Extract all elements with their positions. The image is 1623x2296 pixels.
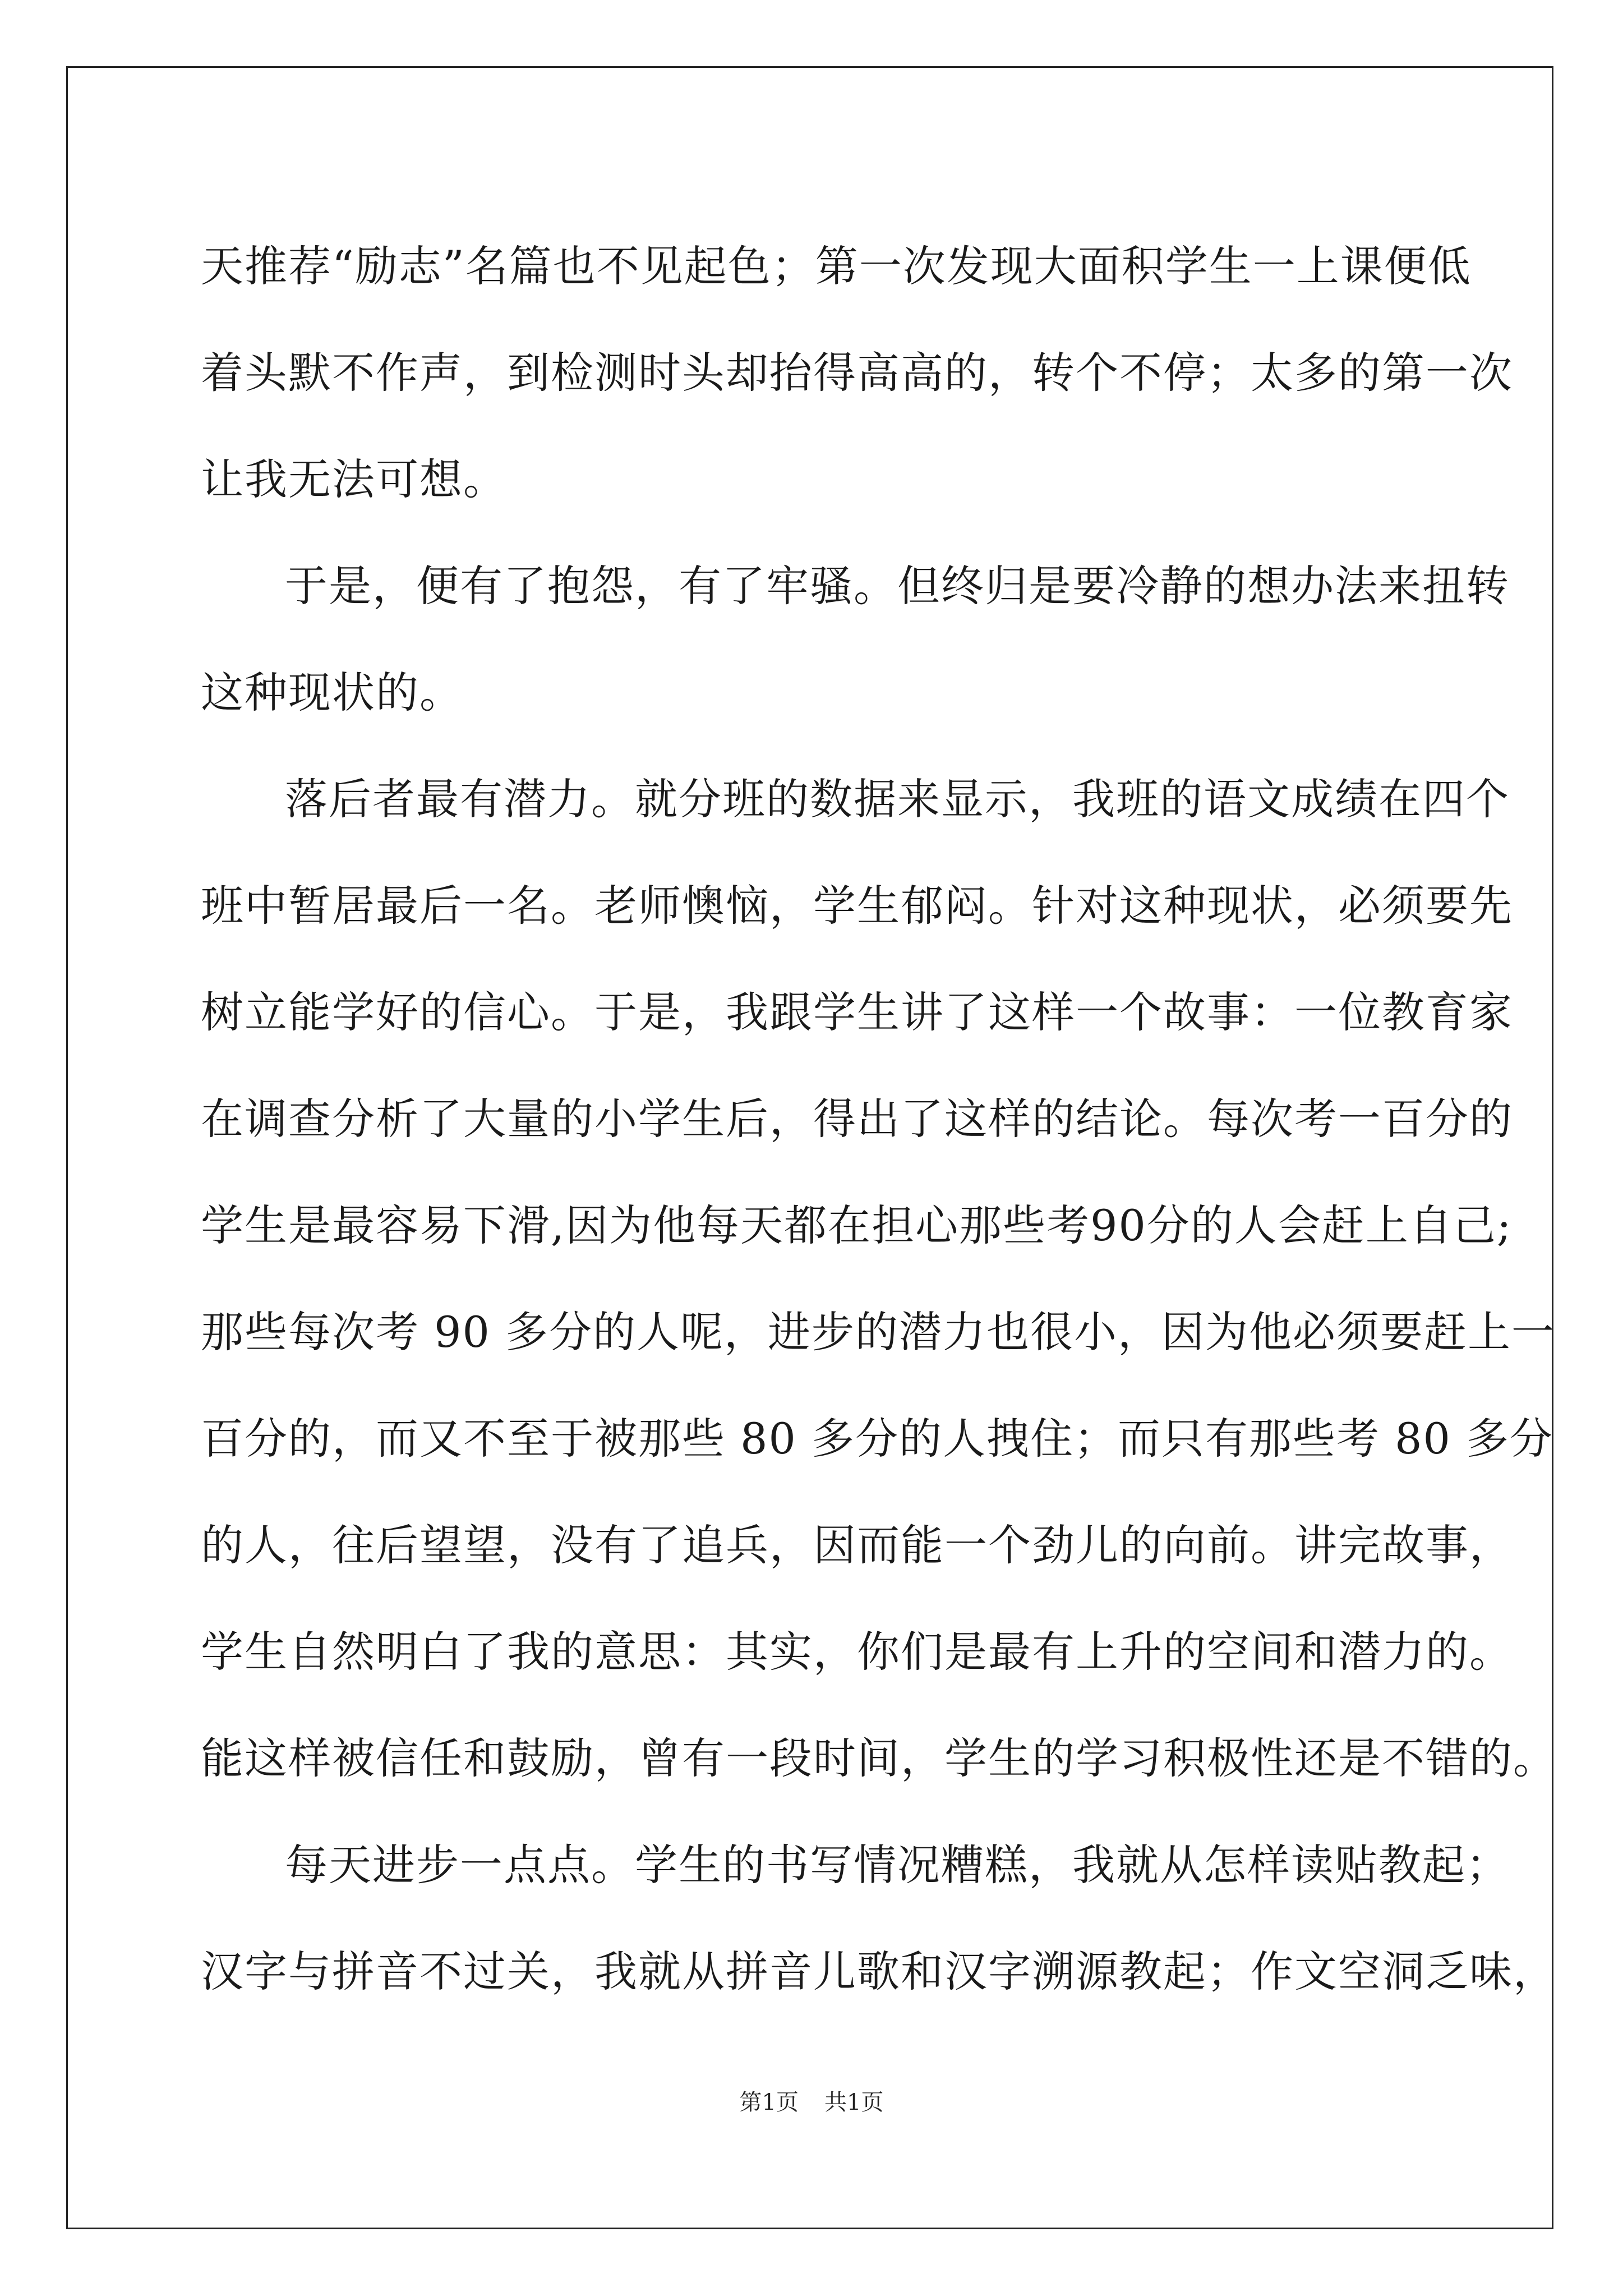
text-line: 能这样被信任和鼓励，曾有一段时间，学生的学习积极性还是不错的。 xyxy=(201,1733,1557,1783)
text-line: 让我无法可想。 xyxy=(201,454,507,504)
text-line: 在调查分析了大量的小学生后，得出了这样的结论。每次考一百分的 xyxy=(201,1094,1513,1144)
page-total: 共1页 xyxy=(824,2090,884,2115)
text-line: 着头默不作声，到检测时头却抬得高高的，转个不停；太多的第一次 xyxy=(201,348,1513,398)
text-line: 树立能学好的信心。于是，我跟学生讲了这样一个故事：一位教育家 xyxy=(201,987,1513,1037)
text-line: 那些每次考 90 多分的人呢，进步的潜力也很小，因为他必须要赶上一 xyxy=(201,1307,1556,1357)
text-line: 每天进步一点点。学生的书写情况糟糕，我就从怎样读贴教起； xyxy=(285,1840,1510,1890)
text-line: 天推荐“励志”名篇也不见起色；第一次发现大面积学生一上课便低 xyxy=(201,241,1472,291)
text-line: 落后者最有潜力。就分班的数据来显示，我班的语文成绩在四个 xyxy=(285,774,1510,824)
document-body xyxy=(201,213,1557,2025)
text-line: 这种现状的。 xyxy=(201,668,463,717)
text-line: 学生自然明白了我的意思：其实，你们是最有上升的空间和潜力的。 xyxy=(201,1627,1513,1677)
page-number: 第1页 xyxy=(739,2090,799,2115)
text-line: 百分的，而又不至于被那些 80 多分的人拽住；而只有那些考 80 多分 xyxy=(201,1414,1554,1464)
text-line: 的人，往后望望，没有了追兵，因而能一个劲儿的向前。讲完故事， xyxy=(201,1520,1513,1570)
text-line: 于是，便有了抱怨，有了牢骚。但终归是要冷静的想办法来扭转 xyxy=(285,561,1510,611)
page-footer xyxy=(0,2086,1623,2119)
text-line: 汉字与拼音不过关，我就从拼音儿歌和汉字溯源教起；作文空洞乏味， xyxy=(201,1947,1557,1996)
text-line: 班中暂居最后一名。老师懊恼，学生郁闷。针对这种现状，必须要先 xyxy=(201,881,1513,931)
text-line: 学生是最容易下滑,因为他每天都在担心那些考90分的人会赶上自己; xyxy=(201,1200,1513,1250)
